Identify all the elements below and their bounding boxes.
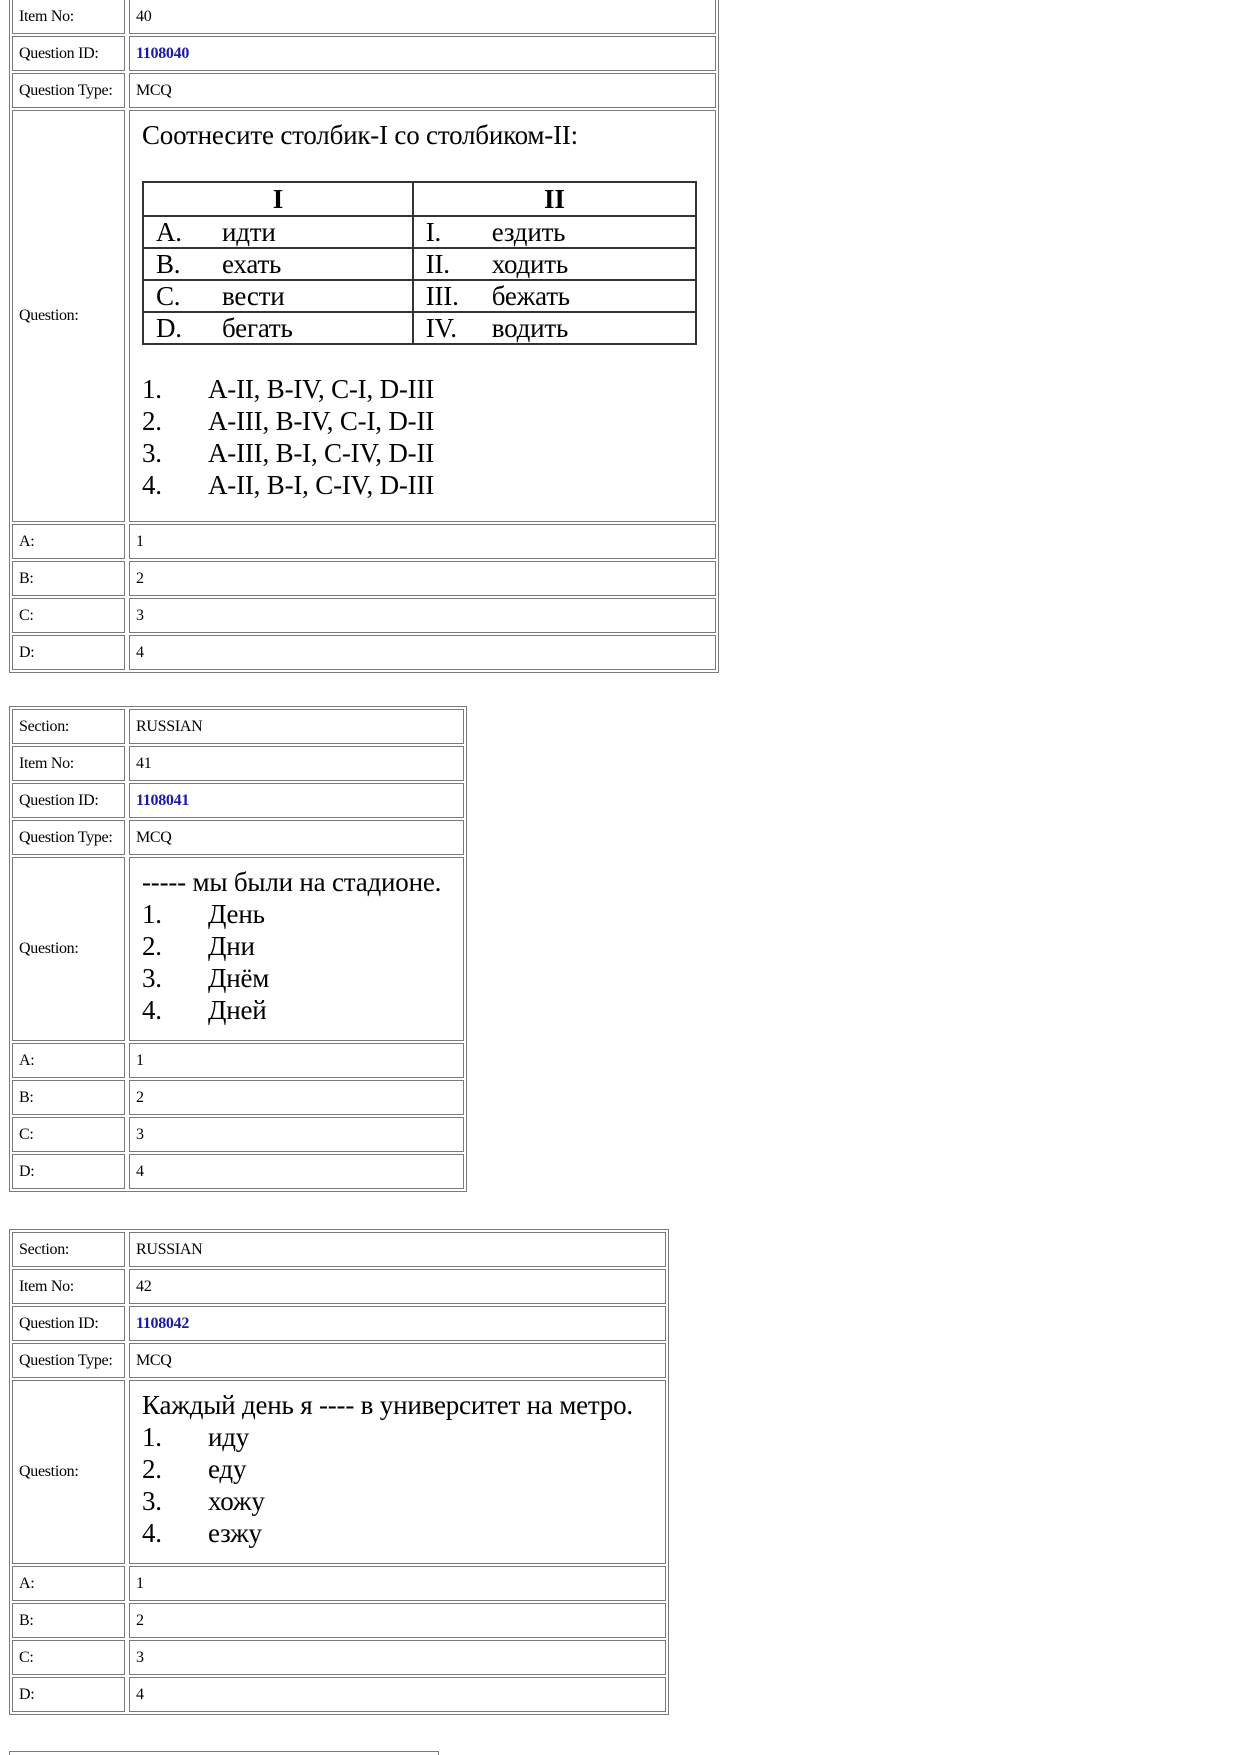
option-line xyxy=(142,405,434,437)
option-line xyxy=(142,1517,262,1549)
question-label: Question: xyxy=(12,857,125,1041)
question-prompt: ----- мы были на стадионе. xyxy=(142,867,442,897)
match-term: ехать xyxy=(222,249,282,279)
section-label: Section: xyxy=(12,1232,125,1267)
question-id-row xyxy=(12,783,464,818)
match-table xyxy=(142,181,697,345)
option-number: 2. xyxy=(142,931,162,961)
question-prompt: Соотнесите столбик-I со столбиком-II: xyxy=(142,120,578,150)
question-type-row xyxy=(12,73,716,108)
question-type-label: Question Type: xyxy=(12,73,125,108)
option-text: езжу xyxy=(208,1518,262,1548)
question-label: Question: xyxy=(12,110,125,522)
answer-b-row xyxy=(12,561,716,596)
question-id-value: 1108041 xyxy=(129,783,464,818)
option-line xyxy=(142,962,269,994)
match-col2-header: II xyxy=(413,182,696,216)
option-line xyxy=(142,994,267,1026)
question-table-41 xyxy=(9,706,467,1192)
answer-d-row xyxy=(12,635,716,670)
match-row xyxy=(143,312,696,344)
option-number: 4. xyxy=(142,1518,162,1548)
answer-d-row xyxy=(12,1154,464,1189)
item-no-value: 42 xyxy=(129,1269,666,1304)
answer-d-value: 4 xyxy=(129,1154,464,1189)
answer-c-row xyxy=(12,1640,666,1675)
answer-d-label: D: xyxy=(12,1677,125,1712)
match-key: IV. xyxy=(425,313,457,343)
question-type-value: MCQ xyxy=(129,73,716,108)
question-id-label: Question ID: xyxy=(12,36,125,71)
option-text: A-II, B-I, C-IV, D-III xyxy=(208,470,435,500)
section-value: RUSSIAN xyxy=(129,1232,666,1267)
question-type-label: Question Type: xyxy=(12,820,125,855)
option-text: A-III, B-I, C-IV, D-II xyxy=(208,438,435,468)
option-text: еду xyxy=(208,1454,247,1484)
match-key: A. xyxy=(156,217,182,247)
answer-c-value: 3 xyxy=(129,1640,666,1675)
answer-b-value: 2 xyxy=(129,1080,464,1115)
option-text: A-II, B-IV, C-I, D-III xyxy=(208,374,435,404)
item-no-label: Item No: xyxy=(12,0,125,34)
answer-c-label: C: xyxy=(12,1640,125,1675)
answer-d-value: 4 xyxy=(129,1677,666,1712)
answer-d-label: D: xyxy=(12,1154,125,1189)
match-key: I. xyxy=(425,217,442,247)
answer-c-row xyxy=(12,1117,464,1152)
section-label: Section: xyxy=(12,709,125,744)
answer-b-label: B: xyxy=(12,1080,125,1115)
answer-b-row xyxy=(12,1080,464,1115)
match-col1-header: I xyxy=(143,182,413,216)
match-key: C. xyxy=(156,281,181,311)
answer-b-label: B: xyxy=(12,561,125,596)
question-id-row xyxy=(12,1306,666,1341)
item-no-value: 41 xyxy=(129,746,464,781)
answer-b-label: B: xyxy=(12,1603,125,1638)
option-text: Днём xyxy=(208,963,270,993)
match-key: D. xyxy=(156,313,182,343)
match-term: бежать xyxy=(491,281,570,311)
answer-a-value: 1 xyxy=(129,1043,464,1078)
item-no-value: 40 xyxy=(129,0,716,34)
answer-a-row xyxy=(12,1043,464,1078)
option-text: Дней xyxy=(208,995,267,1025)
option-line xyxy=(142,930,255,962)
question-content xyxy=(129,1380,666,1564)
option-text: иду xyxy=(208,1422,250,1452)
match-term: бегать xyxy=(222,313,293,343)
answer-c-row xyxy=(12,598,716,633)
question-row xyxy=(12,857,464,1041)
option-line xyxy=(142,1453,246,1485)
question-content xyxy=(129,110,716,522)
option-text: Дни xyxy=(208,931,255,961)
answer-b-value: 2 xyxy=(129,1603,666,1638)
answer-c-label: C: xyxy=(12,598,125,633)
answer-a-row xyxy=(12,524,716,559)
question-row xyxy=(12,110,716,522)
question-table-40 xyxy=(9,0,719,673)
question-id-row xyxy=(12,36,716,71)
section-row xyxy=(12,709,464,744)
item-no-label: Item No: xyxy=(12,1269,125,1304)
question-type-row xyxy=(12,820,464,855)
match-row xyxy=(143,280,696,312)
item-no-label: Item No: xyxy=(12,746,125,781)
answer-d-label: D: xyxy=(12,635,125,670)
section-row xyxy=(12,1232,666,1267)
question-id-label: Question ID: xyxy=(12,1306,125,1341)
answer-a-row xyxy=(12,1566,666,1601)
question-content xyxy=(129,857,464,1041)
answer-b-value: 2 xyxy=(129,561,716,596)
answer-a-value: 1 xyxy=(129,1566,666,1601)
option-line xyxy=(142,373,434,405)
answer-a-label: A: xyxy=(12,1566,125,1601)
option-line xyxy=(142,1421,249,1453)
answer-d-value: 4 xyxy=(129,635,716,670)
match-row xyxy=(143,248,696,280)
option-number: 4. xyxy=(142,995,162,1025)
match-key: B. xyxy=(156,249,181,279)
option-number: 3. xyxy=(142,1486,162,1516)
option-text: День xyxy=(208,899,265,929)
answer-c-label: C: xyxy=(12,1117,125,1152)
match-row xyxy=(143,216,696,248)
match-key: III. xyxy=(425,281,459,311)
match-key: II. xyxy=(425,249,450,279)
match-term: ездить xyxy=(491,217,566,247)
option-number: 1. xyxy=(142,899,162,929)
option-number: 1. xyxy=(142,374,162,404)
question-type-value: MCQ xyxy=(129,1343,666,1378)
question-label: Question: xyxy=(12,1380,125,1564)
option-text: хожу xyxy=(208,1486,265,1516)
option-line xyxy=(142,1485,265,1517)
answer-c-value: 3 xyxy=(129,598,716,633)
question-type-label: Question Type: xyxy=(12,1343,125,1378)
item-no-row xyxy=(12,1269,666,1304)
next-table-edge xyxy=(9,1751,439,1755)
answer-a-label: A: xyxy=(12,524,125,559)
option-line xyxy=(142,469,434,501)
answer-b-row xyxy=(12,1603,666,1638)
option-number: 2. xyxy=(142,406,162,436)
question-type-row xyxy=(12,1343,666,1378)
section-value: RUSSIAN xyxy=(129,709,464,744)
question-prompt: Каждый день я ---- в университет на метро. xyxy=(142,1390,633,1420)
question-id-label: Question ID: xyxy=(12,783,125,818)
option-number: 4. xyxy=(142,470,162,500)
match-term: идти xyxy=(222,217,276,247)
answer-a-value: 1 xyxy=(129,524,716,559)
match-term: водить xyxy=(491,313,569,343)
question-row xyxy=(12,1380,666,1564)
option-number: 3. xyxy=(142,438,162,468)
answer-d-row xyxy=(12,1677,666,1712)
item-no-row xyxy=(12,0,716,34)
match-term: ходить xyxy=(491,249,568,279)
option-number: 3. xyxy=(142,963,162,993)
option-number: 2. xyxy=(142,1454,162,1484)
option-line xyxy=(142,898,265,930)
option-text: A-III, B-IV, C-I, D-II xyxy=(208,406,435,436)
question-id-value: 1108040 xyxy=(129,36,716,71)
match-term: вести xyxy=(222,281,285,311)
question-type-value: MCQ xyxy=(129,820,464,855)
answer-a-label: A: xyxy=(12,1043,125,1078)
option-line xyxy=(142,437,434,469)
option-number: 1. xyxy=(142,1422,162,1452)
item-no-row xyxy=(12,746,464,781)
answer-c-value: 3 xyxy=(129,1117,464,1152)
question-table-42 xyxy=(9,1229,669,1715)
question-id-value: 1108042 xyxy=(129,1306,666,1341)
